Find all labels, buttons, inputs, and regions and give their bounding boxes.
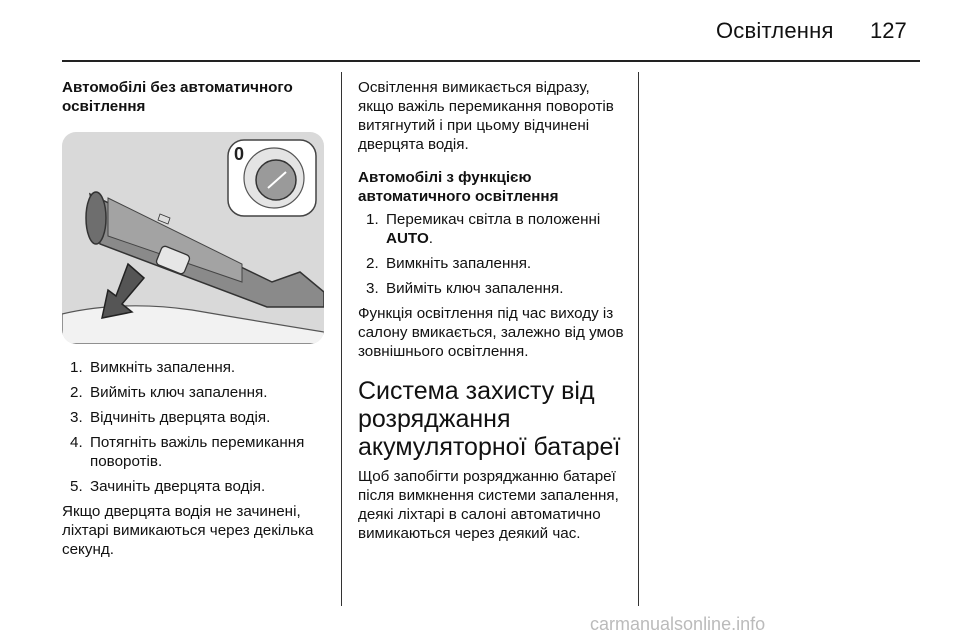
section-heading: Автомобілі без автоматичного освітлення bbox=[62, 79, 293, 115]
list-item: 1. Вимкніть запалення. bbox=[70, 359, 236, 376]
body-paragraph: Освітлення вимикається відразу, якщо важіль перемикання поворотів витягнутий і при цьому відчинені дверцята водія. bbox=[358, 79, 614, 153]
body-paragraph: Якщо дверцята водія не зачинені, ліхтарі вимикаються через декілька секунд. bbox=[62, 503, 314, 558]
column-divider bbox=[341, 72, 342, 606]
list-item: 2. Вимкніть запалення. bbox=[366, 255, 532, 272]
list-item: 4. Потягніть важіль перемикання поворотів. bbox=[70, 434, 305, 470]
header-divider bbox=[62, 60, 920, 62]
steps-list bbox=[358, 210, 628, 298]
section-heading: Автомобілі з функцією автоматичного освітлення bbox=[358, 169, 559, 205]
list-item: 1. Перемикач світла в положенні AUTO. bbox=[366, 211, 601, 247]
turn-signal-lever-illustration bbox=[62, 132, 324, 344]
list-item: 2. Вийміть ключ запалення. bbox=[70, 384, 268, 401]
left-column bbox=[62, 78, 332, 559]
list-item: 3. Вийміть ключ запалення. bbox=[366, 280, 564, 297]
knob-position-label: 0 bbox=[234, 144, 245, 164]
middle-column bbox=[358, 78, 628, 543]
column-divider bbox=[638, 72, 639, 606]
lever-diagram bbox=[62, 132, 324, 344]
list-item: 3. Відчиніть дверцята водія. bbox=[70, 409, 271, 426]
body-paragraph: Щоб запобігти розряджанню батареї після вимкнення системи запалення, деякі ліхтарі в салоні автоматично вимикаються через деякий час. bbox=[358, 468, 619, 542]
chapter-title: Освітлення bbox=[716, 18, 834, 43]
body-paragraph: Функція освітлення під час виходу із салону вмикається, залежно від умов зовнішнього освітлення. bbox=[358, 305, 624, 360]
list-item: 5. Зачиніть дверцята водія. bbox=[70, 478, 266, 495]
light-switch-inset bbox=[228, 140, 316, 216]
steps-list bbox=[62, 358, 332, 496]
page-number: 127 bbox=[870, 18, 907, 43]
auto-mode-label: AUTO bbox=[386, 230, 429, 247]
watermark: carmanualsonline.info bbox=[590, 614, 766, 634]
section-title: Система захисту від розряджання акумуляторної батареї bbox=[358, 377, 621, 461]
